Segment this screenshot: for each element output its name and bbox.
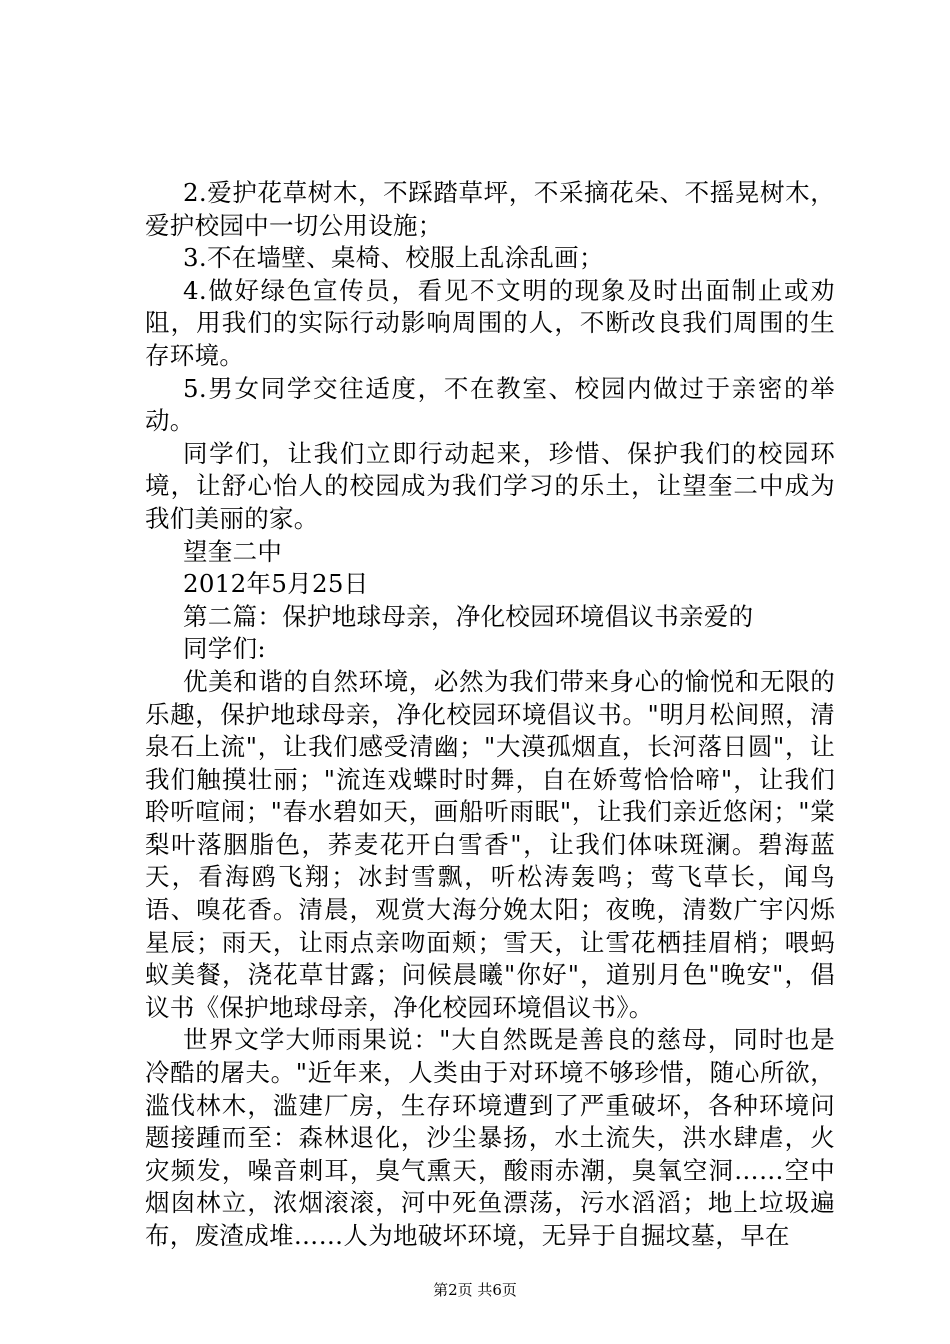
paragraph-call-to-action: 同学们，让我们立即行动起来，珍惜、保护我们的校园环境，让舒心怡人的校园成为我们学习的乐土，让望奎二中成为我们美丽的家。: [145, 438, 835, 533]
page-footer: 第2页 共6页: [433, 1281, 517, 1299]
salutation: 同学们:: [183, 634, 266, 664]
signature-date: 2012年5月25日: [183, 569, 369, 599]
paragraph-item-2: 2.爱护花草树木，不踩踏草坪，不采摘花朵、不摇晃树木，爱护校园中一切公用设施；: [145, 178, 835, 240]
paragraph-item-5: 5.男女同学交往适度，不在教室、校园内做过于亲密的举动。: [145, 373, 835, 436]
document-body: [145, 177, 835, 1253]
signature-school: 望奎二中: [183, 536, 283, 566]
section-heading: 第二篇：保护地球母亲，净化校园环境倡议书亲爱的: [183, 601, 754, 631]
paragraph-nature: 优美和谐的自然环境，必然为我们带来身心的愉悦和无限的乐趣，保护地球母亲，净化校园环境倡议书。"明月松间照，清泉石上流"，让我们感受清幽；"大漠孤烟直，长河落日圆"，让我们触摸壮丽；"流连戏蝶时时舞，自在娇莺恰恰啼"，让我们聆听喧闹；"春水碧如天，画船听雨眠"，让我们亲近悠闲；"棠梨叶落胭脂色，荞麦花开白雪香"，让我们体味斑澜。碧海蓝天，看海鸥飞翔；冰封雪飘，听松涛轰鸣；莺飞草长，闻鸟语、嗅花香。清晨，观赏大海分娩太阳；夜晚，清数广宇闪烁星辰；雨天，让雨点亲吻面颊；雪天，让雪花栖挂眉梢；喂蚂蚁美餐，浇花草甘露；问候晨曦"你好"，道别月色"晚安"，倡议书《保护地球母亲，净化校园环境倡议书》。: [145, 666, 835, 1022]
paragraph-item-3: 3.不在墙壁、桌椅、校服上乱涂乱画；: [183, 243, 604, 273]
paragraph-hugo: 世界文学大师雨果说："大自然既是善良的慈母，同时也是冷酷的屠夫。"近年来，人类由于对环境不够珍惜，随心所欲，滥伐林木，滥建厂房，生存环境遭到了严重破坏，各种环境问题接踵而至：森林退化，沙尘暴扬，水土流失，洪水肆虐，火灾频发，噪音刺耳，臭气熏天，酸雨赤潮，臭氧空洞……空中烟囱林立，浓烟滚滚，河中死鱼漂荡，污水滔滔；地上垃圾遍布，废渣成堆……人为地破坏环境，无异于自掘坟墓，早在: [145, 1025, 835, 1250]
paragraph-item-4: 4.做好绿色宣传员，看见不文明的现象及时出面制止或劝阻，用我们的实际行动影响周围的人，不断改良我们周围的生存环境。: [145, 275, 835, 370]
